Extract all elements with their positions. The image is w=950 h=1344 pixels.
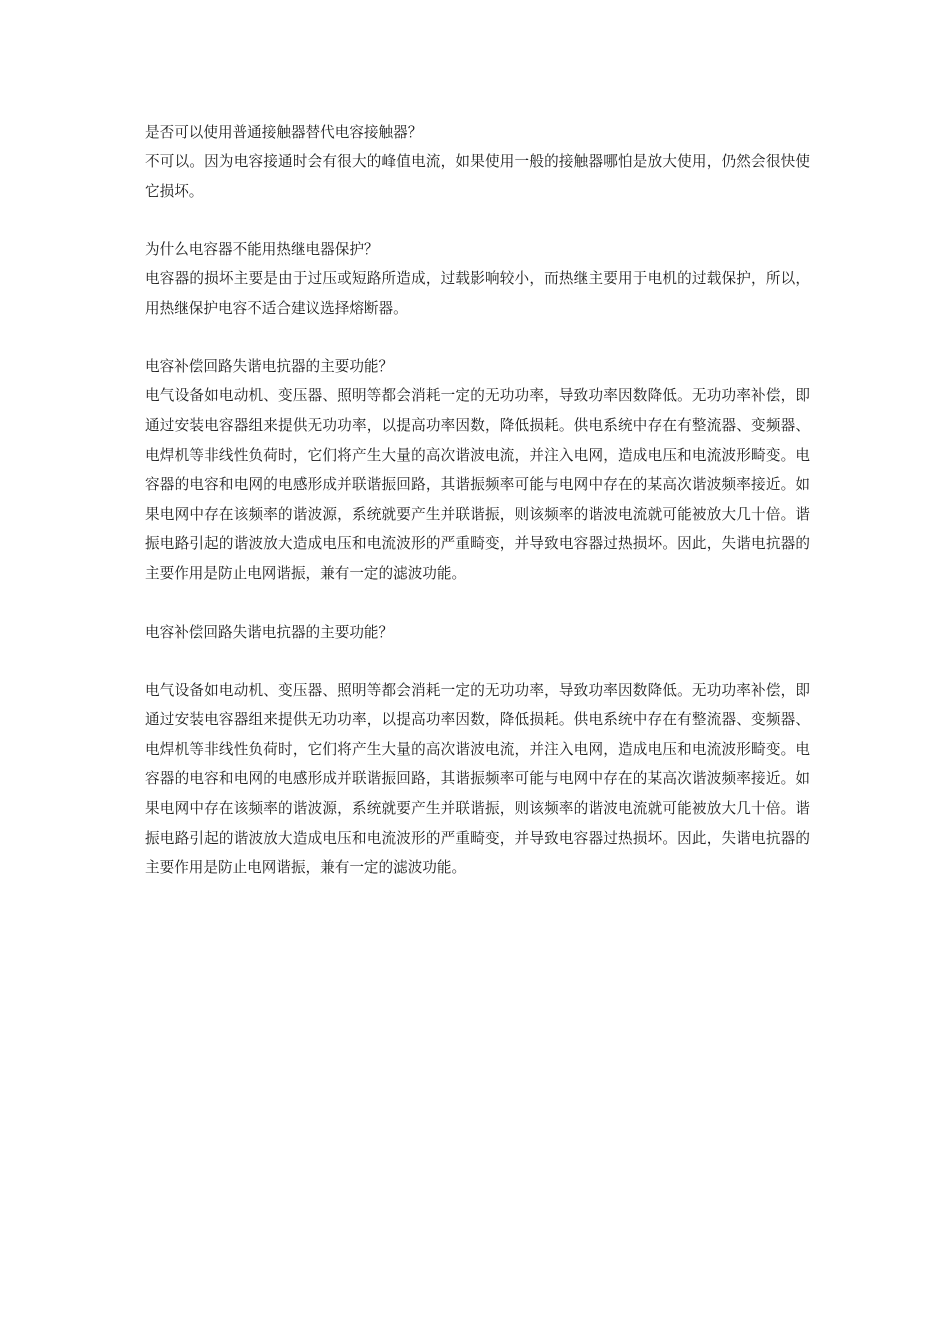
- question-2: 为什么电容器不能用热继电器保护？: [145, 241, 379, 259]
- answer-4: 电气设备如电动机、变压器、照明等都会消耗一定的无功功率，导致功率因数降低。无功功率补偿，即通过安装电容器组来提供无功功率，以提高功率因数，降低损耗。供电系统中存在有整流器、变频器、电焊机等非线性负荷时，它们将产生大量的高次谐波电流，并注入电网，造成电压和电流波形畸变。电容器的电容和电网的电感形成并联谐振回路，其谐振频率可能与电网中存在的某高次谐波频率接近。如果电网中存在该频率的谐波源，系统就要产生并联谐振，则该频率的谐波电流就可能被放大几十倍。谐振电路引起的谐波放大造成电压和电流波形的严重畸变，并导致电容器过热损坏。因此，失谐电抗器的主要作用是防止电网谐振，兼有一定的滤波功能。: [145, 681, 810, 877]
- answer-3: 电气设备如电动机、变压器、照明等都会消耗一定的无功功率，导致功率因数降低。无功功率补偿，即通过安装电容器组来提供无功功率，以提高功率因数，降低损耗。供电系统中存在有整流器、变频器、电焊机等非线性负荷时，它们将产生大量的高次谐波电流，并注入电网，造成电压和电流波形畸变。电容器的电容和电网的电感形成并联谐振回路，其谐振频率可能与电网中存在的某高次谐波频率接近。如果电网中存在该频率的谐波源，系统就要产生并联谐振，则该频率的谐波电流就可能被放大几十倍。谐振电路引起的谐波放大造成电压和电流波形的严重畸变，并导致电容器过热损坏。因此，失谐电抗器的主要作用是防止电网谐振，兼有一定的滤波功能。: [145, 387, 810, 582]
- answer-2: 电容器的损坏主要是由于过压或短路所造成，过载影响较小，而热继主要用于电机的过载保护，所以，用热继保护电容不适合建议选择熔断器。: [145, 270, 810, 317]
- question-4: 电容补偿回路失谐电抗器的主要功能？: [145, 623, 394, 641]
- paragraph-gap: [145, 647, 810, 676]
- question-1: 是否可以使用普通接触器替代电容接触器？: [145, 124, 423, 141]
- qa-section-4: [145, 618, 810, 883]
- question-3: 电容补偿回路失谐电抗器的主要功能？: [145, 358, 394, 376]
- document-page: [145, 118, 810, 912]
- qa-section-2: [145, 235, 810, 323]
- qa-section-1: [145, 118, 810, 206]
- qa-section-3: [145, 352, 810, 588]
- answer-1: 不可以。因为电容接通时会有很大的峰值电流，如果使用一般的接触器哪怕是放大使用，仍然会很快使它损坏。: [145, 153, 810, 200]
